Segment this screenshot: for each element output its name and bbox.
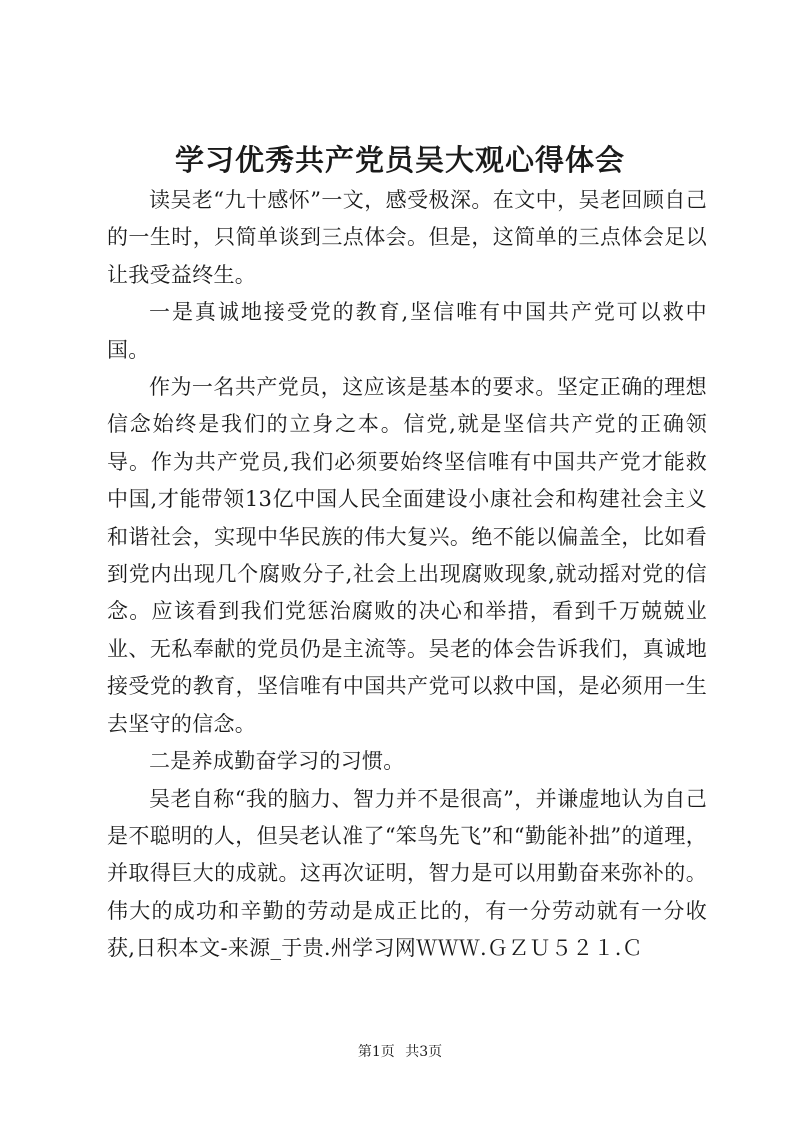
page-total: 共3页: [405, 1044, 443, 1060]
page-number: 第1页: [357, 1044, 395, 1060]
paragraph-intro: 读吴老“九十感怀”一文，感受极深。在文中，吴老回顾自己的一生时，只简单谈到三点体会。但是，这简单的三点体会足以让我受益终生。: [107, 188, 707, 287]
paragraph-point-one-heading: 一是真诚地接受党的教育,坚信唯有中国共产党可以救中国。: [107, 300, 707, 362]
paragraph-point-one-body: 作为一名共产党员，这应该是基本的要求。坚定正确的理想信念始终是我们的立身之本。信党,就是坚信共产党的正确领导。作为共产党员,我们必须要始终坚信唯有中国共产党才能救中国,才能带领13亿中国人民全面建设小康社会和构建社会主义和谐社会，实现中华民族的伟大复兴。绝不能以偏盖全，比如看到党内出现几个腐败分子,社会上出现腐败现象,就动摇对党的信念。应该看到我们党惩治腐败的决心和举措，看到千万兢兢业业、无私奉献的党员仍是主流等。吴老的体会告诉我们，真诚地接受党的教育，坚信唯有中国共产党可以救中国，是必须用一生去坚守的信念。: [107, 375, 707, 736]
document-body: [107, 182, 707, 968]
paragraph-point-two-body: 吴老自称“我的脑力、智力并不是很高”，并谦虚地认为自己是不聪明的人，但吴老认准了“笨鸟先飞”和“勤能补拙”的道理，并取得巨大的成就。这再次证明，智力是可以用勤奋来弥补的。伟大的成功和辛勤的劳动是成正比的，有一分劳动就有一分收获,日积本文-来源_于贵.州学习网ＷＷＷ.ＧＺＵ５２１.Ｃ: [107, 786, 707, 961]
document-title: 学习优秀共产党员吴大观心得体会: [174, 143, 625, 177]
page-footer: [0, 1042, 800, 1062]
paragraph-point-two-heading: 二是养成勤奋学习的习惯。: [149, 749, 405, 774]
